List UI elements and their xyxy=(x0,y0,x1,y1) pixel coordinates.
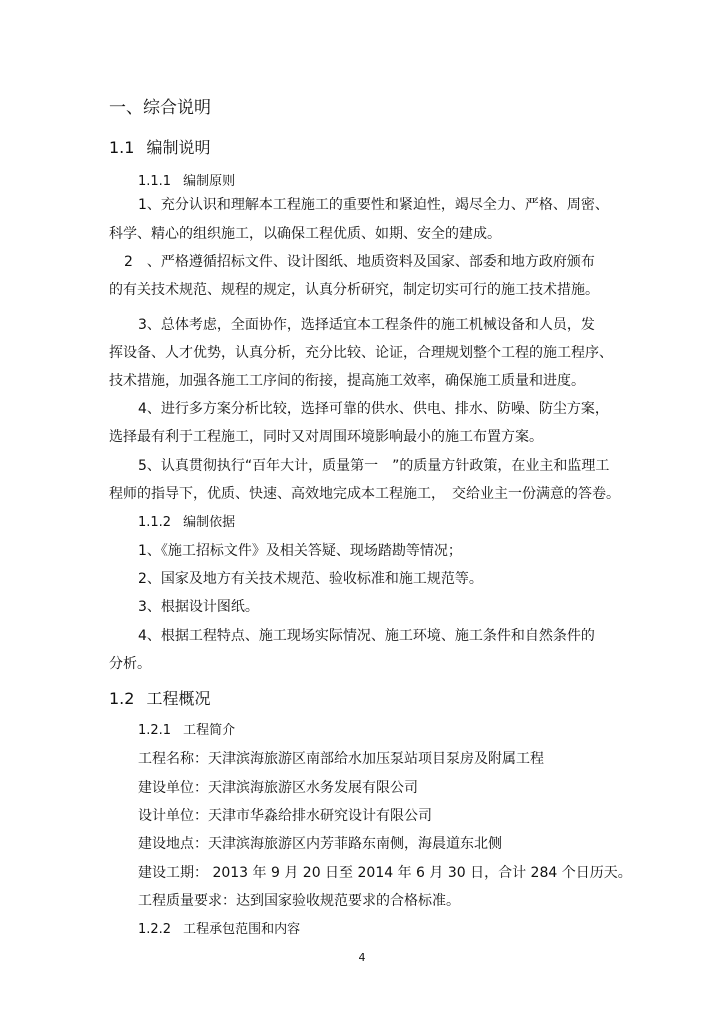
heading-title: 编制原则 xyxy=(183,174,236,189)
paragraph-line: 1、《施工招标文件》及相关答疑、现场踏勘等情况； xyxy=(138,543,462,559)
subsubsection-heading-1-2-1 xyxy=(138,722,235,739)
paragraph-line: 3、根据设计图纸。 xyxy=(138,599,259,615)
paragraph-line: 4、进行多方案分析比较，选择可靠的供水、供电、排水、防噪、防尘方案， xyxy=(138,401,609,417)
subsection-heading-1-1 xyxy=(109,138,210,158)
paragraph-line: 的有关技术规范、规程的规定，认真分析研究，制定切实可行的施工技术措施。 xyxy=(109,282,599,298)
subsubsection-heading-1-1-2 xyxy=(138,514,235,531)
subsubsection-heading-1-1-1 xyxy=(138,173,235,190)
paragraph-line: 2、国家及地方有关技术规范、验收标准和施工规范等。 xyxy=(138,571,483,587)
overview-line: 工程质量要求：达到国家验收规范要求的合格标准。 xyxy=(138,893,460,909)
heading-number: 1.2.2 xyxy=(138,922,172,937)
paragraph-line: 程师的指导下，优质、快速、高效地完成本工程施工， 交给业主一份满意的答卷。 xyxy=(109,486,620,502)
overview-line: 建设地点：天津滨海旅游区内芳菲路东南侧，海晨道东北侧 xyxy=(138,836,502,852)
heading-number: 1.1.1 xyxy=(138,174,172,189)
paragraph-line: 分析。 xyxy=(109,656,151,672)
overview-line: 建设单位：天津滨海旅游区水务发展有限公司 xyxy=(138,780,418,796)
subsection-heading-1-2 xyxy=(109,689,210,709)
paragraph-line: 选择最有利于工程施工，同时又对周围环境影响最小的施工布置方案。 xyxy=(109,429,543,445)
heading-number: 1.1.2 xyxy=(138,515,172,530)
paragraph-line: 1、充分认识和理解本工程施工的重要性和紧迫性，竭尽全力、严格、周密、 xyxy=(138,197,609,213)
overview-line: 设计单位：天津市华淼给排水研究设计有限公司 xyxy=(138,808,432,824)
paragraph-line: 挥设备、人才优势，认真分析，充分比较、论证，合理规划整个工程的施工程序、 xyxy=(109,345,613,361)
page-number: 4 xyxy=(358,951,366,964)
paragraph-line: 科学、精心的组织施工，以确保工程优质、如期、安全的建成。 xyxy=(109,226,501,242)
heading-title: 编制说明 xyxy=(146,138,211,157)
paragraph-line: 5、认真贯彻执行“百年大计，质量第一 ”的质量方针政策，在业主和监理工 xyxy=(138,458,610,474)
section-heading: 一、综合说明 xyxy=(109,98,211,118)
paragraph-line: 2 、严格遵循招标文件、设计图纸、地质资料及国家、部委和地方政府颁布 xyxy=(124,254,595,270)
paragraph-line: 3、总体考虑，全面协作，选择适宜本工程条件的施工机械设备和人员，发 xyxy=(138,317,595,333)
paragraph-line: 4、根据工程特点、施工现场实际情况、施工环境、施工条件和自然条件的 xyxy=(138,628,595,644)
heading-number: 1.2.1 xyxy=(138,723,172,738)
heading-title: 工程承包范围和内容 xyxy=(183,922,301,937)
heading-number: 1.1 xyxy=(109,138,135,157)
heading-number: 1.2 xyxy=(109,689,135,708)
paragraph-line: 技术措施，加强各施工工序间的衔接，提高施工效率，确保施工质量和进度。 xyxy=(109,373,585,389)
subsubsection-heading-1-2-2 xyxy=(138,921,300,938)
heading-title: 工程简介 xyxy=(183,723,236,738)
heading-title: 编制依据 xyxy=(183,515,236,530)
overview-line: 工程名称：天津滨海旅游区南部给水加压泵站项目泵房及附属工程 xyxy=(138,751,544,767)
heading-title: 工程概况 xyxy=(146,689,211,708)
overview-line: 建设工期： 2013 年 9 月 20 日至 2014 年 6 月 30 日，合计 284 个日历天。 xyxy=(138,865,632,881)
